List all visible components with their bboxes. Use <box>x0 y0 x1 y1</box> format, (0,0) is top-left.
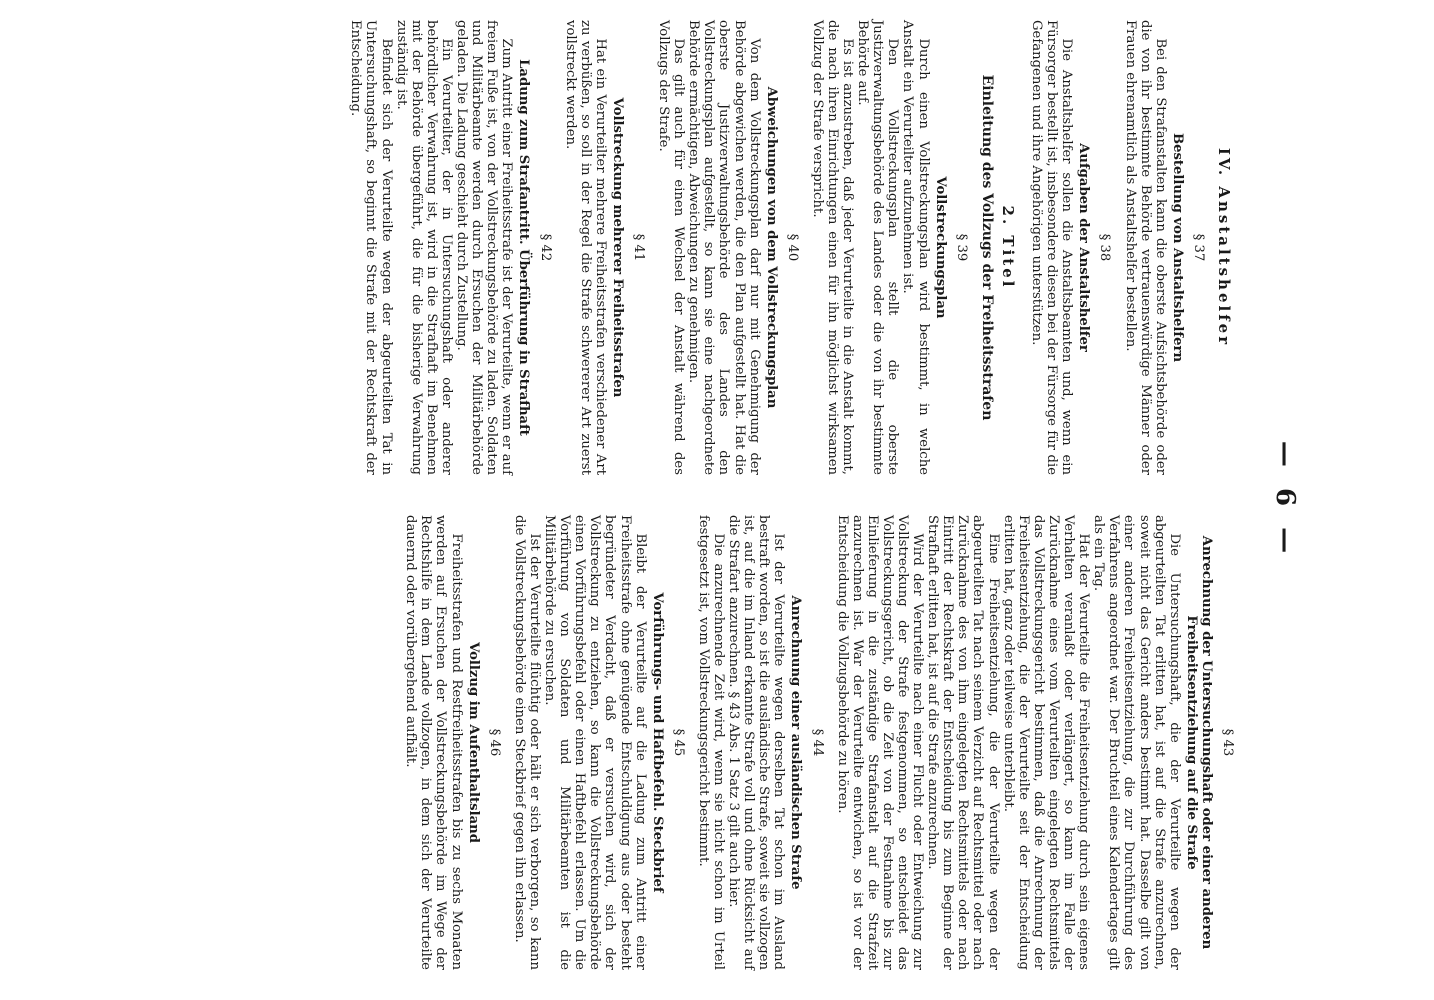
paragraph: Von dem Vollstreckungsplan darf nur mit Genehmigung der Behörde abgewichen werden, die den Plan aufgestellt hat. Hat die oberste Justizverwaltungsbehörde des Landes den Vollstreckungsplan aufgestellt, so kann sie eine nachgeordnete Behörde ermächtigen, Abweichungen zu genehmigen. <box>686 20 762 475</box>
section-title: Anrechnung der Untersuchungshaft oder einer anderen Freiheitsentziehung auf die Strafe <box>1183 535 1214 950</box>
paragraph: Hat der Verurteilte die Freiheitsentziehung durch sein eigenes Verhalten veranlaßt oder verlängert, so kann im Falle der Zurücknahme eines vom Verurteilten eingelegten Rechtsmittels das Vollstreckungsgericht bestimmen, daß die Anrechnung der Freiheitsentziehung, die der Verurteilte seit der Entscheidung erlitten hat, ganz oder teilweise unterbleibt. <box>1000 515 1092 970</box>
section-title: Ladung zum Strafantritt. Überführung in Strafhaft <box>516 59 532 436</box>
paragraph: Freiheitsstrafen und Restfreiheitsstrafen bis zu sechs Monaten werden auf Ersuchen der Vollstreckungsbehörde im Wege der Rechtshilfe in dem Lande vollzogen, in dem sich der Verurteilte dauernd oder vorübergehend aufhält. <box>403 515 464 970</box>
paragraph: Die Untersuchungshaft, die der Verurteilte wegen der abgeurteilten Tat erlitten hat, ist auf die Strafe anzurechnen, soweit nicht das Gericht anders bestimmt hat. Dasselbe gilt von einer anderen Freiheitsentziehung, die zur Durchführung des Verfahrens angeordnet war. Der Bruchteil eines Kalendertages gilt als ein Tag. <box>1091 515 1182 970</box>
paragraph: Zum Antritt einer Freiheitsstrafe ist der Verurteilte, wenn er auf freiem Fuße ist, von der Vollstreckungsbehörde zu laden. Soldaten und Militärbeamte werden durch Ersuchen der Militärbehörde geladen. Die Ladung geschieht durch Zustellung. <box>454 20 515 475</box>
section-number: § 42 <box>537 233 553 262</box>
paragraph: Den Vollstreckungsplan stellt die oberste Justizverwaltungsbehörde des Landes oder die von ihr bestimmte Behörde auf. <box>855 20 901 475</box>
title-name: Einleitung des Vollzugs der Freiheitsstrafen <box>978 74 995 421</box>
paragraph: Hat ein Verurteilter mehrere Freiheitsstrafen verschiedener Art zu verbüßen, so soll in der Regel die Strafe schwererer Art zuerst vollstreckt werden. <box>562 20 608 475</box>
title-number: 2. Titel <box>998 205 1017 290</box>
paragraph: Ist der Verurteilte flüchtig oder hält er sich verborgen, so kann die Vollstreckungsbehörde einen Steckbrief gegen ihn erlassen. <box>511 515 542 970</box>
paragraph: Bei den Strafanstalten kann die oberste Aufsichtsbehörde oder die von ihr bestimmte Behörde vertrauenswürdige Männer oder Frauen ehrenamtlich als Anstaltshelfer bestellen. <box>1122 20 1168 475</box>
paragraph: Befindet sich der Verurteilte wegen der abgeurteilten Tat in Untersuchungshaft, so beginnt die Strafe mit der Rechtskraft der Entscheidung. <box>348 20 394 475</box>
section-title: Vollstreckungsplan <box>932 176 948 319</box>
section-number: § 41 <box>631 233 646 262</box>
page-number: — 6 — <box>1270 440 1300 560</box>
paragraph: Das gilt auch für einen Wechsel der Anstalt während des Vollzugs der Strafe. <box>656 20 687 475</box>
paragraph: Wird der Verurteilte nach einer Flucht oder Entweichung zur Vollstreckung der Strafe festgenommen, so entscheidet das Vollstreckungsgericht, ob die Zeit von der Festnahme bis zur Einlieferung in die zuständige Strafanstalt auf die Strafzeit anzurechnen ist. War der Verurteilte entwichen, so ist vor der Entscheidung die Vollzugsbehörde zu hören. <box>834 515 926 970</box>
chapter-heading: IV. Anstaltshelfer <box>1215 147 1233 348</box>
section-title: Vorführungs- und Haftbefehl. Steckbrief <box>649 592 665 893</box>
paragraph: Eine Freiheitsentziehung, die der Verurteilte wegen der abgeurteilten Tat nach seinem Verzicht auf Rechtsmittel oder nach Zurücknahme des von ihm eingelegten Rechtsmittels oder nach Eintritt der Rechtskraft der Entscheidung bis zum Beginne der Strafhaft erlitten hat, ist auf die Strafe anzurechnen. <box>925 515 1001 970</box>
right-column <box>403 515 1235 970</box>
section-number: § 43 <box>1220 728 1235 757</box>
section-title: Vollstreckung mehrerer Freiheitsstrafen <box>609 97 625 398</box>
section-number: § 44 <box>809 728 825 757</box>
section-number: § 37 <box>1190 233 1206 262</box>
section-title: Bestellung von Anstaltshelfern <box>1169 132 1185 363</box>
section-title: Aufgaben der Anstaltshelfer <box>1076 143 1092 352</box>
left-column <box>348 20 1235 475</box>
section-number: § 40 <box>784 233 800 262</box>
paragraph: Ist der Verurteilte wegen derselben Tat schon im Ausland bestraft worden, so ist die ausländische Strafe, soweit sie vollzogen ist, auf die im Inland erkannte Strafe voll und ohne Rücksicht auf die Strafart anzurechnen. § 43 Abs. 1 Satz 3 gilt auch hier. <box>726 515 787 970</box>
section-number: § 39 <box>953 233 969 262</box>
section-number: § 38 <box>1097 233 1113 262</box>
section-title: Vollzug im Aufenthaltsland <box>465 642 481 843</box>
section-number: § 45 <box>670 728 686 757</box>
paragraph: Es ist anzustreben, daß jeder Verurteilte in die Anstalt kommt, die nach ihren Einrichtungen einen für ihn möglichst wirksamen Vollzug der Strafe verspricht. <box>809 20 856 475</box>
paragraph: Durch einen Vollstreckungsplan wird bestimmt, in welche Anstalt ein Verurteilter aufzunehmen ist. <box>900 20 931 475</box>
section-number: § 46 <box>486 728 502 757</box>
paragraph: Die Anstaltshelfer sollen die Anstaltsbeamten und, wenn ein Fürsorger bestellt ist, insbesondere diesen bei der Fürsorge für die Gefangenen und ihre Angehörigen unterstützen. <box>1029 20 1075 475</box>
paragraph: Bleibt der Verurteilte auf die Ladung zum Antritt einer Freiheitsstrafe ohne genügende Entschuldigung aus oder besteht begründeter Verdacht, daß er versuchen wird, sich der Vollstreckung zu entziehen, so kann die Vollstreckungsbehörde einen Vorführungsbefehl oder einen Haftbefehl erlassen. Um die Vorführung von Soldaten und Militärbeamten ist die Militärbehörde zu ersuchen. <box>542 515 648 970</box>
section-title: Abweichungen von dem Vollstreckungsplan <box>763 86 779 409</box>
paragraph: Ein Verurteilter, der in Untersuchungshaft oder anderer behördlicher Verwahrung ist, wird in die Strafhaft im Benehmen mit der Behörde übergeführt, die für die bisherige Verwahrung zuständig ist. <box>393 20 454 475</box>
paragraph: Die anzurechnende Zeit wird, wenn sie nicht schon im Urteil festgesetzt ist, vom Vollstreckungsgericht bestimmt. <box>695 515 726 970</box>
section-title: Anrechnung einer ausländischen Strafe <box>788 595 804 890</box>
